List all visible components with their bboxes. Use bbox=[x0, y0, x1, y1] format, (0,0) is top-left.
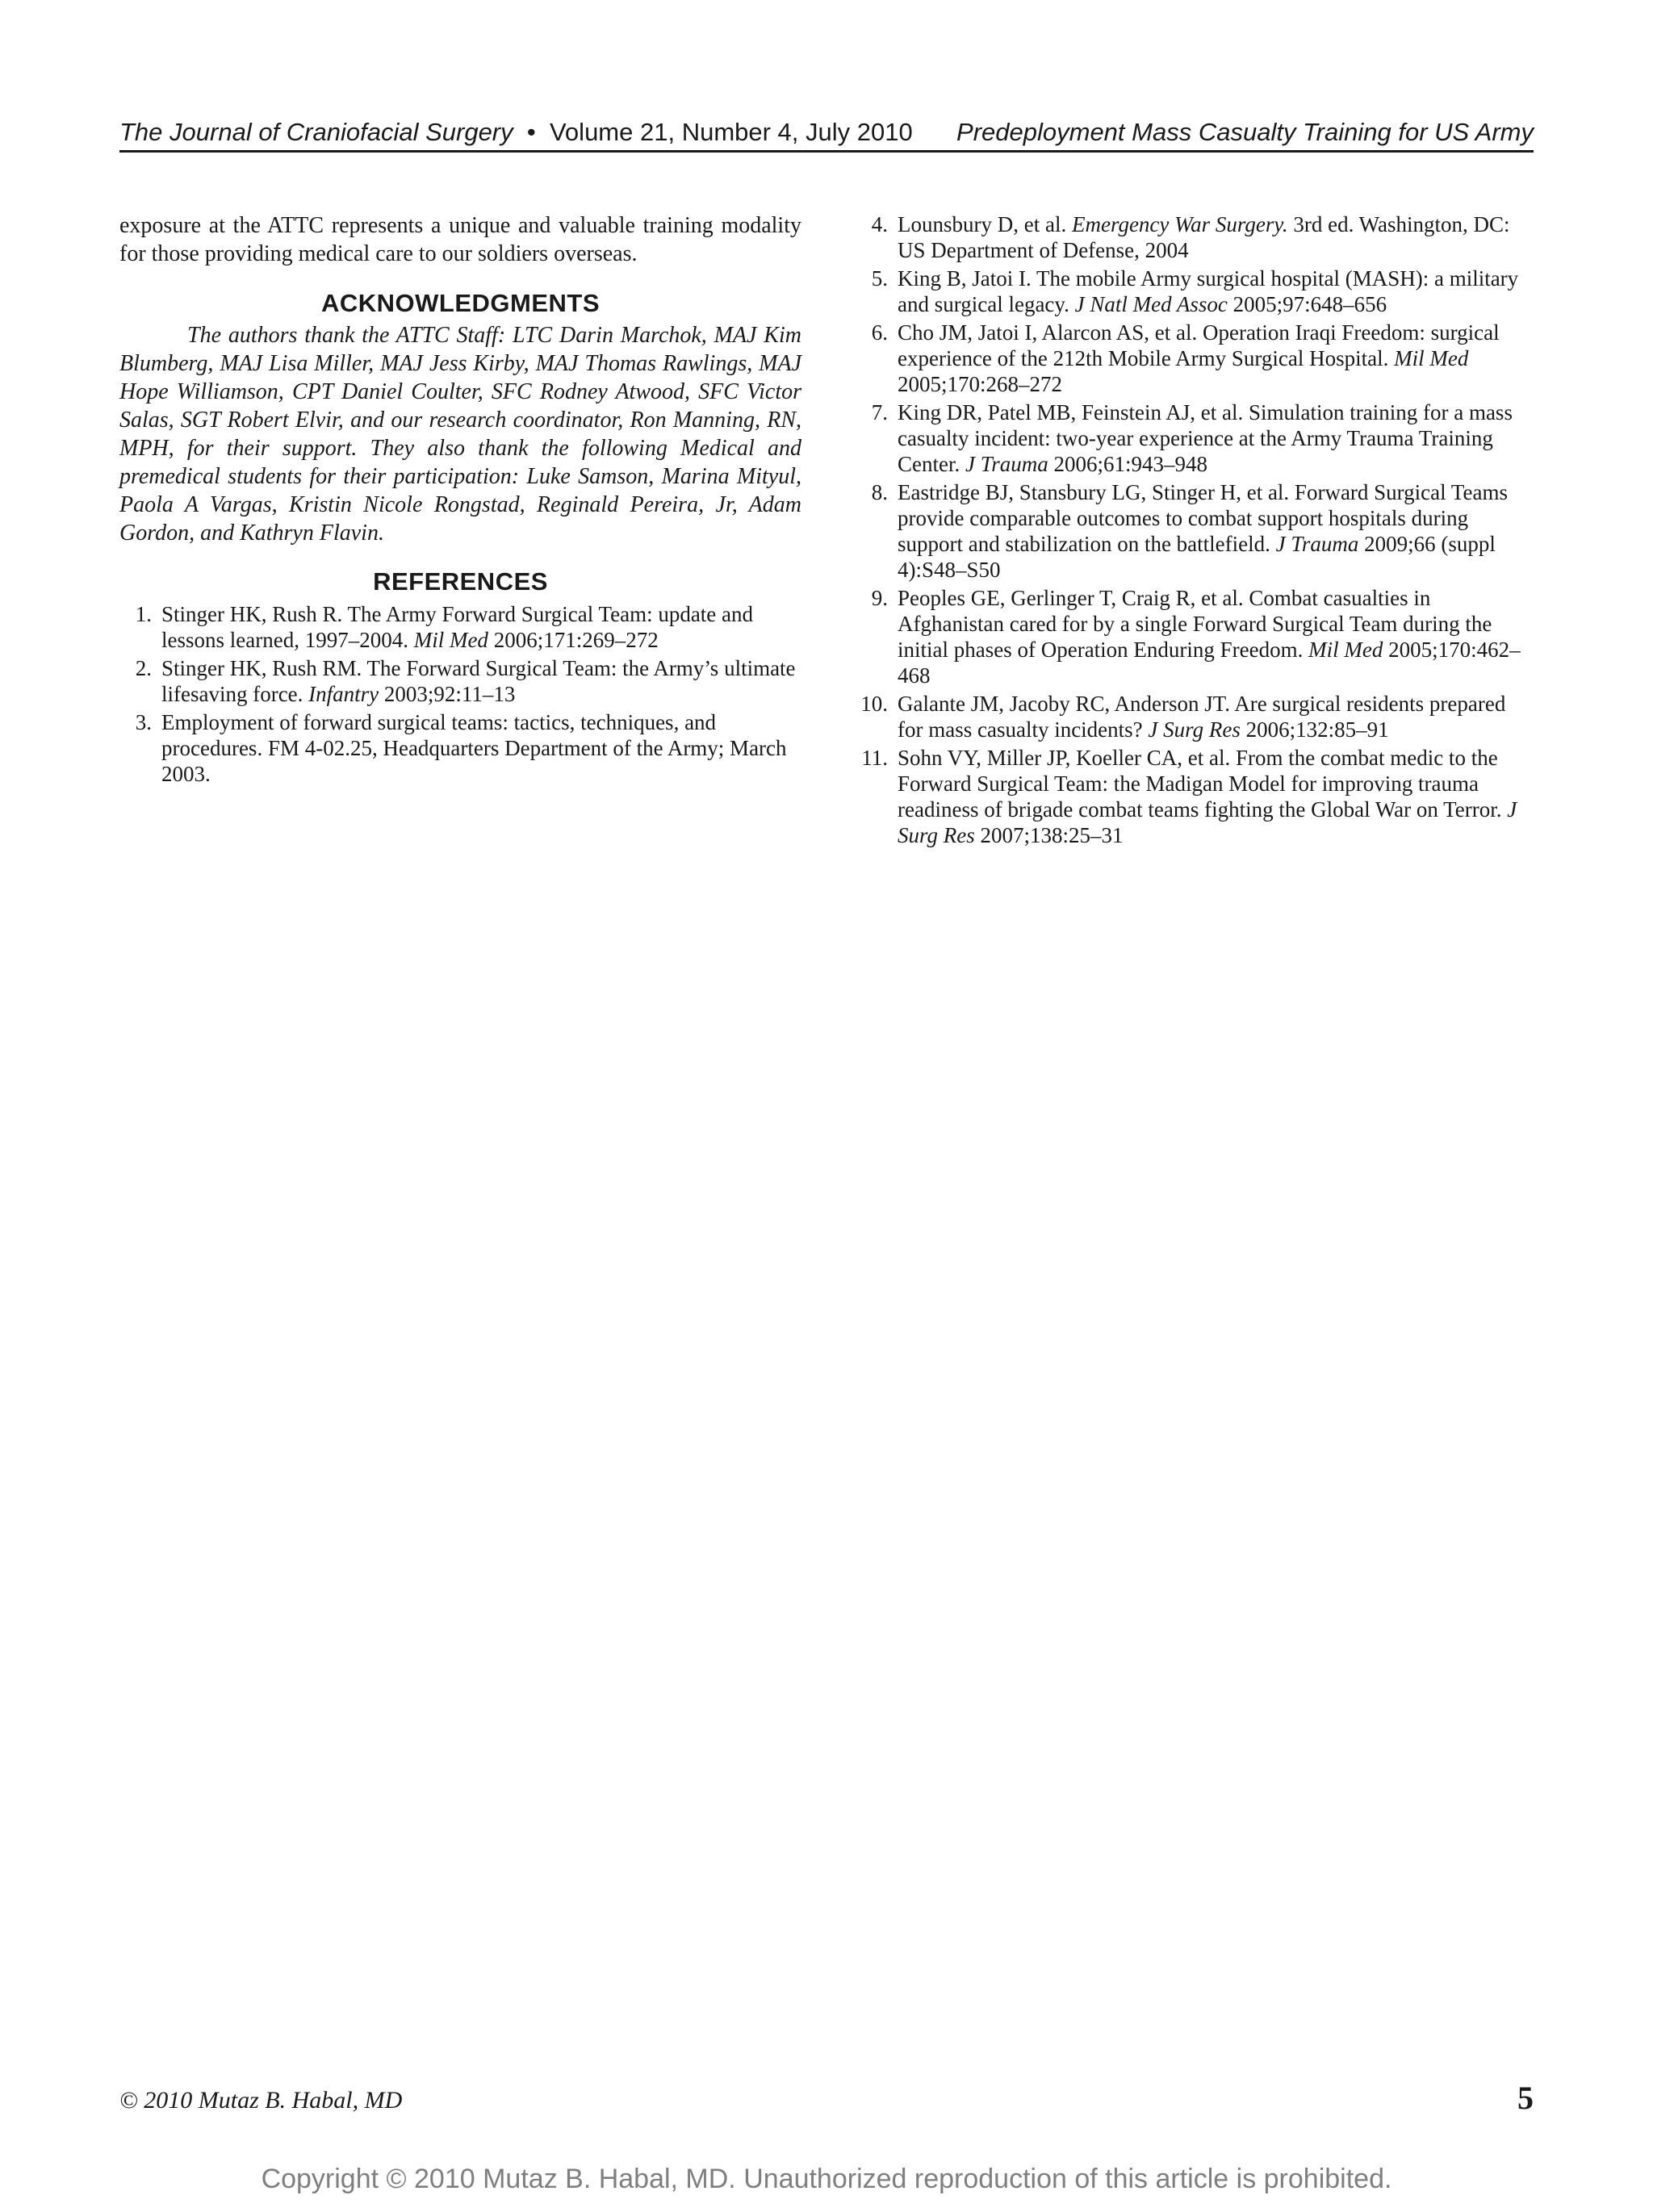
header-rule bbox=[119, 150, 1534, 153]
reference-number: 7. bbox=[871, 400, 888, 424]
reference-citation: 2006;132:85–91 bbox=[1240, 717, 1389, 742]
reference-item bbox=[119, 655, 801, 707]
reference-number: 11. bbox=[861, 746, 888, 770]
running-title: Predeployment Mass Casualty Training for US Army bbox=[956, 118, 1534, 146]
acknowledgments-text: The authors thank the ATTC Staff: LTC Darin Marchok, MAJ Kim Blumberg, MAJ Lisa Miller, MAJ Jess Kirby, MAJ Thomas Rawlings, MAJ Hope Williamson, CPT Daniel Coulter, SFC Rodney Atwood, SFC Victor Salas, SGT Robert Elvir, and our research coordinator, Ron Manning, RN, MPH, for their support. They also thank the following Medical and premedical students for their participation: Luke Samson, Marina Mityul, Paola A Vargas, Kristin Nicole Rongstad, Reginald Pereira, Jr, Adam Gordon, and Kathryn Flavin. bbox=[119, 323, 801, 546]
reference-journal: Mil Med bbox=[413, 628, 488, 652]
reference-number: 5. bbox=[871, 266, 888, 291]
reference-text: King B, Jatoi I. The mobile Army surgical hospital (MASH): a military and surgical legacy. bbox=[898, 266, 1519, 316]
reference-citation: 2003;92:11–13 bbox=[379, 682, 516, 706]
reference-item bbox=[856, 266, 1534, 317]
volume-info: Volume 21, Number 4, July 2010 bbox=[549, 118, 913, 146]
reference-journal: Emergency War Surgery. bbox=[1071, 212, 1288, 236]
reference-item bbox=[856, 399, 1534, 477]
reference-citation: 2007;138:25–31 bbox=[974, 823, 1124, 847]
reference-number: 3. bbox=[135, 710, 152, 734]
reference-text: Stinger HK, Rush RM. The Forward Surgical Team: the Army’s ultimate lifesaving force. bbox=[161, 656, 796, 706]
journal-name: The Journal of Craniofacial Surgery bbox=[119, 118, 513, 146]
reference-list-left bbox=[119, 601, 801, 787]
reference-item bbox=[856, 211, 1534, 263]
reference-text: King DR, Patel MB, Feinstein AJ, et al. Simulation training for a mass casualty incident: two-year experience at the Army Trauma Training Center. bbox=[898, 400, 1513, 476]
reference-journal: J Trauma bbox=[965, 452, 1048, 476]
running-head bbox=[119, 115, 1534, 150]
reference-journal: Infantry bbox=[308, 682, 379, 706]
references-heading: REFERENCES bbox=[373, 567, 548, 596]
reference-citation: 2005;170:268–272 bbox=[898, 372, 1063, 396]
copyright-notice: Copyright © 2010 Mutaz B. Habal, MD. Unauthorized reproduction of this article is prohibited. bbox=[261, 2164, 1392, 2194]
reference-number: 1. bbox=[135, 602, 152, 626]
reference-citation: 2005;97:648–656 bbox=[1227, 292, 1387, 316]
reference-number: 2. bbox=[135, 656, 152, 680]
reference-text: Cho JM, Jatoi I, Alarcon AS, et al. Operation Iraqi Freedom: surgical experience of the 212th Mobile Army Surgical Hospital. bbox=[898, 320, 1500, 370]
footer-copyright: © 2010 Mutaz B. Habal, MD bbox=[119, 2087, 403, 2114]
reference-item bbox=[119, 601, 801, 653]
reference-item bbox=[119, 709, 801, 787]
reference-citation: 2005;170:462–468 bbox=[898, 638, 1521, 688]
reference-text: Peoples GE, Gerlinger T, Craig R, et al. Combat casualties in Afghanistan cared for by a single Forward Surgical Team during the initial phases of Operation Enduring Freedom. bbox=[898, 586, 1492, 662]
running-head-left bbox=[119, 115, 913, 150]
reference-number: 6. bbox=[871, 320, 888, 345]
acknowledgments-heading: ACKNOWLEDGMENTS bbox=[320, 289, 601, 317]
reference-item bbox=[856, 691, 1534, 742]
reference-item bbox=[856, 585, 1534, 688]
reference-list-right bbox=[856, 211, 1534, 848]
reference-citation: 2006;171:269–272 bbox=[488, 628, 659, 652]
reference-item bbox=[856, 320, 1534, 397]
reference-citation: 3rd ed. Washington, DC: US Department of Defense, 2004 bbox=[898, 212, 1510, 262]
reference-item bbox=[856, 745, 1534, 848]
reference-text: Eastridge BJ, Stansbury LG, Stinger H, et al. Forward Surgical Teams provide comparable outcomes to combat support hospitals during support and stabilization on the battlefield. bbox=[898, 480, 1508, 556]
reference-number: 8. bbox=[871, 480, 888, 504]
reference-text: Stinger HK, Rush R. The Army Forward Surgical Team: update and lessons learned, 1997–2004. bbox=[161, 602, 754, 652]
reference-number: 9. bbox=[871, 586, 888, 610]
reference-text: Sohn VY, Miller JP, Koeller CA, et al. From the combat medic to the Forward Surgical Team: the Madigan Model for improving trauma readiness of brigade combat teams fighting the Global War on Terror. bbox=[898, 746, 1508, 822]
reference-citation: 2006;61:943–948 bbox=[1048, 452, 1208, 476]
reference-number: 10. bbox=[860, 692, 888, 716]
page-number: 5 bbox=[1517, 2080, 1534, 2116]
reference-journal: J Surg Res bbox=[898, 797, 1517, 847]
reference-number: 4. bbox=[871, 212, 888, 236]
reference-text: Lounsbury D, et al. bbox=[898, 212, 1072, 236]
reference-journal: J Surg Res bbox=[1148, 717, 1241, 742]
header-separator: • bbox=[526, 118, 536, 146]
reference-citation: 2009;66 (suppl 4):S48–S50 bbox=[898, 532, 1496, 582]
intro-paragraph: exposure at the ATTC represents a unique and valuable training modality for those providing medical care to our soldiers overseas. bbox=[119, 213, 801, 266]
reference-journal: Mil Med bbox=[1308, 638, 1383, 662]
reference-journal: J Trauma bbox=[1275, 532, 1359, 556]
right-column bbox=[856, 211, 1534, 851]
reference-journal: J Natl Med Assoc bbox=[1074, 292, 1228, 316]
left-column bbox=[119, 211, 801, 789]
reference-journal: Mil Med bbox=[1394, 346, 1469, 370]
reference-text: Employment of forward surgical teams: tactics, techniques, and procedures. FM 4-02.25, Headquarters Department of the Army; March 2003. bbox=[161, 710, 787, 786]
reference-item bbox=[856, 479, 1534, 583]
reference-text: Galante JM, Jacoby RC, Anderson JT. Are surgical residents prepared for mass casualty incidents? bbox=[898, 692, 1506, 742]
